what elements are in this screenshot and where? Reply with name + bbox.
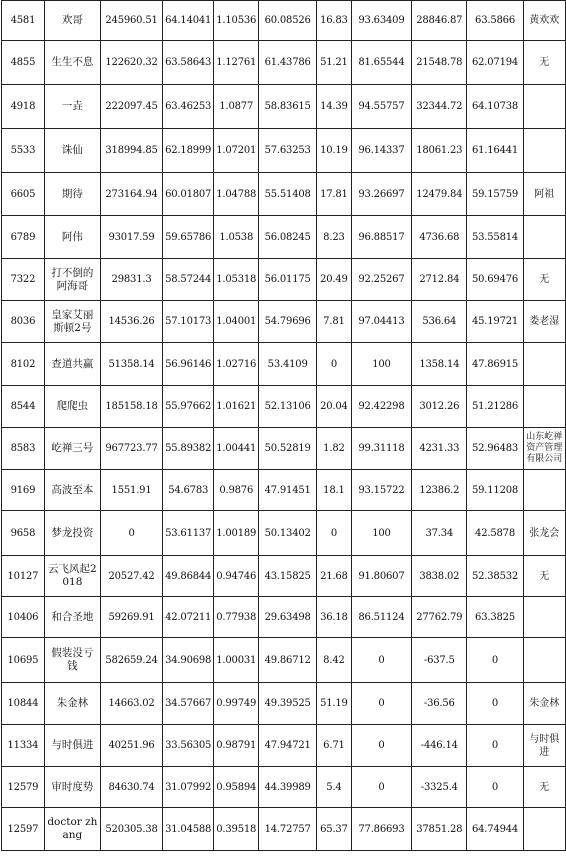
cell-value-4: 29.63498 <box>259 597 317 638</box>
cell-value-8: 52.38532 <box>467 556 523 597</box>
cell-value-7: 12386.2 <box>412 470 467 511</box>
cell-value-8: 63.5866 <box>467 1 523 41</box>
cell-note <box>523 343 565 386</box>
table-row <box>2 511 566 556</box>
cell-name: 审时度势 <box>44 767 100 808</box>
cell-value-2: 54.6783 <box>163 470 214 511</box>
cell-value-4: 58.83615 <box>259 85 317 129</box>
cell-value-5: 20.04 <box>317 386 352 428</box>
cell-value-8: 62.07194 <box>467 41 523 85</box>
table-row <box>2 597 566 638</box>
cell-value-6: 97.04413 <box>351 301 411 343</box>
cell-value-4: 49.86712 <box>259 638 317 683</box>
cell-value-7: -637.5 <box>412 638 467 683</box>
cell-note <box>523 386 565 428</box>
table-row <box>2 386 566 428</box>
cell-note: 无 <box>523 259 565 301</box>
cell-value-1: 84630.74 <box>100 767 162 808</box>
cell-value-5: 5.4 <box>317 767 352 808</box>
cell-value-6: 91.80607 <box>351 556 411 597</box>
cell-value-4: 50.52819 <box>259 428 317 470</box>
cell-value-4: 61.43786 <box>259 41 317 85</box>
cell-value-1: 59269.91 <box>100 597 162 638</box>
cell-value-4: 52.13106 <box>259 386 317 428</box>
cell-note <box>523 85 565 129</box>
cell-value-8: 0 <box>467 638 523 683</box>
cell-id: 8583 <box>2 428 45 470</box>
table-row <box>2 725 566 767</box>
cell-value-5: 7.81 <box>317 301 352 343</box>
cell-value-5: 21.68 <box>317 556 352 597</box>
cell-value-6: 0 <box>351 683 411 725</box>
cell-name: 查道共赢 <box>44 343 100 386</box>
cell-id: 4581 <box>2 1 45 41</box>
table-row <box>2 767 566 808</box>
cell-value-7: 4736.68 <box>412 216 467 259</box>
cell-id: 12579 <box>2 767 45 808</box>
table-row <box>2 259 566 301</box>
cell-value-1: 14663.02 <box>100 683 162 725</box>
cell-name: 高波至本 <box>44 470 100 511</box>
cell-id: 9169 <box>2 470 45 511</box>
cell-value-7: 12479.84 <box>412 173 467 216</box>
cell-value-1: 51358.14 <box>100 343 162 386</box>
cell-value-6: 0 <box>351 767 411 808</box>
cell-value-6: 99.31118 <box>351 428 411 470</box>
cell-value-8: 61.16441 <box>467 129 523 173</box>
cell-value-1: 185158.18 <box>100 386 162 428</box>
cell-note: 黄欢欢 <box>523 1 565 41</box>
cell-note: 娄老湿 <box>523 301 565 343</box>
cell-id: 8102 <box>2 343 45 386</box>
cell-name: 爬爬虫 <box>44 386 100 428</box>
cell-value-7: 27762.79 <box>412 597 467 638</box>
cell-id: 4918 <box>2 85 45 129</box>
cell-value-8: 0 <box>467 683 523 725</box>
cell-value-3: 1.10536 <box>214 1 259 41</box>
cell-note <box>523 638 565 683</box>
cell-value-3: 1.01621 <box>214 386 259 428</box>
cell-value-1: 520305.38 <box>100 808 162 851</box>
cell-value-2: 64.14041 <box>163 1 214 41</box>
cell-value-2: 34.90698 <box>163 638 214 683</box>
cell-value-2: 33.56305 <box>163 725 214 767</box>
cell-value-8: 0 <box>467 725 523 767</box>
cell-value-7: 32344.72 <box>412 85 467 129</box>
cell-value-3: 1.04001 <box>214 301 259 343</box>
cell-name: 一垚 <box>44 85 100 129</box>
cell-value-1: 40251.96 <box>100 725 162 767</box>
cell-value-2: 59.65786 <box>163 216 214 259</box>
cell-value-3: 0.39518 <box>214 808 259 851</box>
cell-value-5: 51.19 <box>317 683 352 725</box>
cell-value-5: 6.71 <box>317 725 352 767</box>
cell-value-2: 31.07992 <box>163 767 214 808</box>
cell-note: 无 <box>523 41 565 85</box>
table-row <box>2 1 566 41</box>
cell-value-2: 55.97662 <box>163 386 214 428</box>
cell-value-5: 10.19 <box>317 129 352 173</box>
cell-value-3: 1.04788 <box>214 173 259 216</box>
cell-value-1: 273164.94 <box>100 173 162 216</box>
cell-value-1: 29831.3 <box>100 259 162 301</box>
cell-value-2: 49.86844 <box>163 556 214 597</box>
cell-value-5: 0 <box>317 511 352 556</box>
cell-value-6: 93.63409 <box>351 1 411 41</box>
cell-value-6: 81.65544 <box>351 41 411 85</box>
cell-value-3: 1.02716 <box>214 343 259 386</box>
cell-value-3: 1.00441 <box>214 428 259 470</box>
cell-value-7: -36.56 <box>412 683 467 725</box>
cell-value-7: 1358.14 <box>412 343 467 386</box>
table-row <box>2 343 566 386</box>
cell-value-6: 100 <box>351 511 411 556</box>
cell-value-7: 536.64 <box>412 301 467 343</box>
cell-id: 5533 <box>2 129 45 173</box>
cell-value-6: 92.42298 <box>351 386 411 428</box>
cell-value-5: 8.23 <box>317 216 352 259</box>
cell-value-8: 63.3825 <box>467 597 523 638</box>
cell-value-2: 55.89382 <box>163 428 214 470</box>
cell-value-7: -3325.4 <box>412 767 467 808</box>
cell-value-4: 50.13402 <box>259 511 317 556</box>
table-row <box>2 683 566 725</box>
cell-name: 云飞风起2018 <box>44 556 100 597</box>
cell-value-4: 43.15825 <box>259 556 317 597</box>
table-row <box>2 85 566 129</box>
cell-value-4: 14.72757 <box>259 808 317 851</box>
cell-value-3: 0.98791 <box>214 725 259 767</box>
cell-name: 与时俱进 <box>44 725 100 767</box>
cell-value-2: 31.04588 <box>163 808 214 851</box>
cell-value-6: 94.55757 <box>351 85 411 129</box>
cell-value-1: 222097.45 <box>100 85 162 129</box>
cell-value-1: 582659.24 <box>100 638 162 683</box>
cell-value-6: 0 <box>351 638 411 683</box>
cell-value-5: 18.1 <box>317 470 352 511</box>
table-row <box>2 428 566 470</box>
cell-value-3: 1.00189 <box>214 511 259 556</box>
cell-value-7: 28846.87 <box>412 1 467 41</box>
cell-value-1: 20527.42 <box>100 556 162 597</box>
cell-note <box>523 470 565 511</box>
cell-value-2: 62.18999 <box>163 129 214 173</box>
table-row <box>2 216 566 259</box>
cell-value-8: 59.15759 <box>467 173 523 216</box>
cell-value-1: 0 <box>100 511 162 556</box>
cell-value-2: 58.57244 <box>163 259 214 301</box>
cell-id: 10695 <box>2 638 45 683</box>
cell-value-7: -446.14 <box>412 725 467 767</box>
cell-name: 皇家艾丽斯顿2号 <box>44 301 100 343</box>
cell-name: 屹禅三号 <box>44 428 100 470</box>
cell-value-7: 21548.78 <box>412 41 467 85</box>
cell-value-6: 0 <box>351 725 411 767</box>
table-row <box>2 556 566 597</box>
cell-value-5: 51.21 <box>317 41 352 85</box>
cell-value-6: 96.14337 <box>351 129 411 173</box>
cell-note: 无 <box>523 556 565 597</box>
table-row <box>2 808 566 851</box>
cell-value-3: 0.77938 <box>214 597 259 638</box>
table-row <box>2 301 566 343</box>
cell-name: 阿伟 <box>44 216 100 259</box>
cell-id: 10127 <box>2 556 45 597</box>
cell-note <box>523 216 565 259</box>
cell-value-7: 4231.33 <box>412 428 467 470</box>
cell-value-2: 34.57667 <box>163 683 214 725</box>
cell-value-4: 55.51408 <box>259 173 317 216</box>
cell-value-6: 92.25267 <box>351 259 411 301</box>
cell-id: 6789 <box>2 216 45 259</box>
cell-id: 6605 <box>2 173 45 216</box>
cell-value-3: 1.00031 <box>214 638 259 683</box>
cell-value-4: 44.39989 <box>259 767 317 808</box>
cell-value-8: 47.86915 <box>467 343 523 386</box>
cell-value-5: 0 <box>317 343 352 386</box>
cell-value-7: 3838.02 <box>412 556 467 597</box>
cell-value-3: 1.07201 <box>214 129 259 173</box>
cell-note <box>523 808 565 851</box>
cell-id: 10406 <box>2 597 45 638</box>
cell-value-8: 0 <box>467 767 523 808</box>
cell-value-5: 16.83 <box>317 1 352 41</box>
cell-id: 8036 <box>2 301 45 343</box>
cell-value-8: 51.21286 <box>467 386 523 428</box>
cell-name: 假装没亏钱 <box>44 638 100 683</box>
cell-value-4: 53.4109 <box>259 343 317 386</box>
cell-value-1: 318994.85 <box>100 129 162 173</box>
cell-value-5: 17.81 <box>317 173 352 216</box>
cell-id: 7322 <box>2 259 45 301</box>
cell-note: 张龙会 <box>523 511 565 556</box>
table-row <box>2 41 566 85</box>
cell-value-4: 47.94721 <box>259 725 317 767</box>
cell-name: 梦龙投资 <box>44 511 100 556</box>
cell-value-4: 54.79696 <box>259 301 317 343</box>
cell-name: 欢哥 <box>44 1 100 41</box>
cell-value-8: 45.19721 <box>467 301 523 343</box>
cell-value-2: 56.96146 <box>163 343 214 386</box>
cell-name: 和合圣地 <box>44 597 100 638</box>
cell-id: 4855 <box>2 41 45 85</box>
cell-id: 11334 <box>2 725 45 767</box>
cell-value-3: 0.94746 <box>214 556 259 597</box>
cell-name: 诛仙 <box>44 129 100 173</box>
cell-value-8: 64.10738 <box>467 85 523 129</box>
cell-value-1: 245960.51 <box>100 1 162 41</box>
cell-value-5: 65.37 <box>317 808 352 851</box>
cell-name: 朱金林 <box>44 683 100 725</box>
cell-value-8: 52.96483 <box>467 428 523 470</box>
cell-value-2: 53.61137 <box>163 511 214 556</box>
cell-value-8: 64.74944 <box>467 808 523 851</box>
cell-note <box>523 129 565 173</box>
cell-value-4: 56.08245 <box>259 216 317 259</box>
cell-value-3: 1.12761 <box>214 41 259 85</box>
cell-value-4: 57.63253 <box>259 129 317 173</box>
ranking-table <box>1 0 566 851</box>
table-row <box>2 129 566 173</box>
cell-id: 10844 <box>2 683 45 725</box>
cell-value-1: 14536.26 <box>100 301 162 343</box>
cell-value-2: 60.01807 <box>163 173 214 216</box>
cell-note: 阿祖 <box>523 173 565 216</box>
cell-note <box>523 597 565 638</box>
cell-value-7: 2712.84 <box>412 259 467 301</box>
cell-value-7: 18061.23 <box>412 129 467 173</box>
cell-value-3: 0.9876 <box>214 470 259 511</box>
cell-value-5: 8.42 <box>317 638 352 683</box>
cell-value-3: 0.99749 <box>214 683 259 725</box>
cell-value-4: 47.91451 <box>259 470 317 511</box>
cell-value-6: 86.51124 <box>351 597 411 638</box>
cell-note: 山东屹禅资产管理有限公司 <box>523 428 565 470</box>
cell-value-1: 967723.77 <box>100 428 162 470</box>
cell-note: 与时俱进 <box>523 725 565 767</box>
cell-value-1: 122620.32 <box>100 41 162 85</box>
cell-note: 无 <box>523 767 565 808</box>
table-body <box>2 1 566 851</box>
table-row <box>2 470 566 511</box>
cell-value-6: 100 <box>351 343 411 386</box>
cell-name: 期待 <box>44 173 100 216</box>
cell-value-8: 59.11208 <box>467 470 523 511</box>
cell-value-5: 20.49 <box>317 259 352 301</box>
cell-value-5: 36.18 <box>317 597 352 638</box>
cell-id: 8544 <box>2 386 45 428</box>
cell-value-6: 96.88517 <box>351 216 411 259</box>
cell-id: 12597 <box>2 808 45 851</box>
cell-value-5: 14.39 <box>317 85 352 129</box>
cell-note: 朱金林 <box>523 683 565 725</box>
cell-value-2: 63.58643 <box>163 41 214 85</box>
cell-value-4: 60.08526 <box>259 1 317 41</box>
cell-value-8: 42.5878 <box>467 511 523 556</box>
cell-value-5: 1.82 <box>317 428 352 470</box>
cell-value-3: 1.0538 <box>214 216 259 259</box>
table-row <box>2 173 566 216</box>
cell-value-4: 49.39525 <box>259 683 317 725</box>
table-row <box>2 638 566 683</box>
cell-value-3: 1.0877 <box>214 85 259 129</box>
cell-value-8: 50.69476 <box>467 259 523 301</box>
cell-value-8: 53.55814 <box>467 216 523 259</box>
cell-value-3: 1.05318 <box>214 259 259 301</box>
cell-value-7: 37851.28 <box>412 808 467 851</box>
cell-name: 生生不息 <box>44 41 100 85</box>
cell-value-2: 42.07211 <box>163 597 214 638</box>
cell-value-3: 0.95894 <box>214 767 259 808</box>
cell-value-2: 63.46253 <box>163 85 214 129</box>
cell-value-1: 1551.91 <box>100 470 162 511</box>
cell-value-6: 93.15722 <box>351 470 411 511</box>
cell-value-4: 56.01175 <box>259 259 317 301</box>
cell-value-1: 93017.59 <box>100 216 162 259</box>
cell-value-6: 77.86693 <box>351 808 411 851</box>
cell-name: 打不倒的阿海哥 <box>44 259 100 301</box>
cell-value-7: 3012.26 <box>412 386 467 428</box>
cell-value-6: 93.26697 <box>351 173 411 216</box>
cell-value-7: 37.34 <box>412 511 467 556</box>
cell-id: 9658 <box>2 511 45 556</box>
cell-value-2: 57.10173 <box>163 301 214 343</box>
cell-name: doctor zhang <box>44 808 100 851</box>
